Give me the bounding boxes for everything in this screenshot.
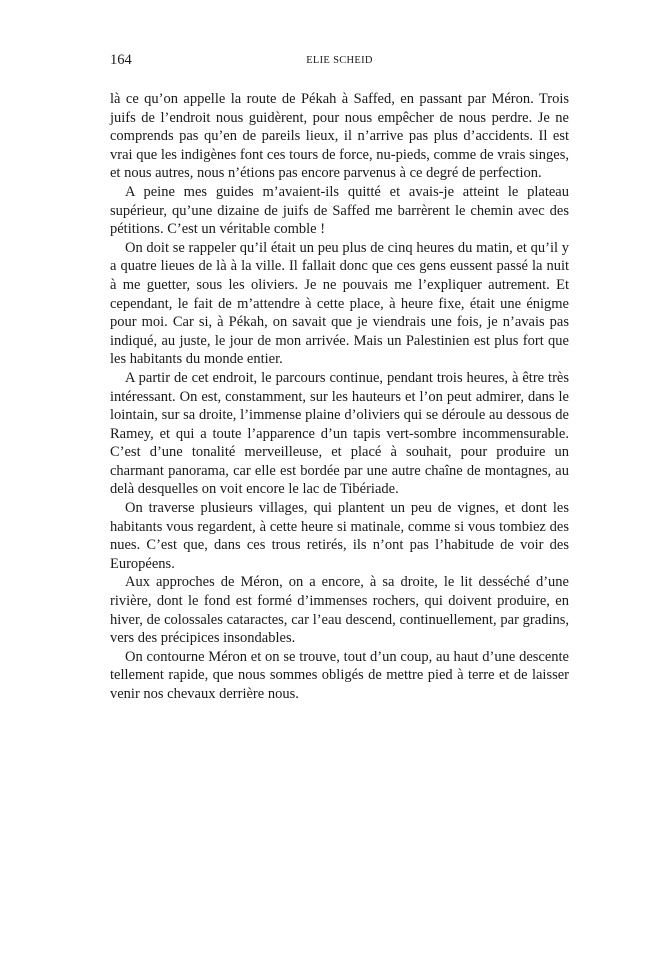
running-header xyxy=(110,52,569,74)
running-head-author: ELIE SCHEID xyxy=(306,55,373,66)
paragraph: On contourne Méron et on se trouve, tout d’un coup, au haut d’une descente tellement rapide, que nous sommes obligés de mettre pied à terre et de laisser venir nos chevaux derrière nous. xyxy=(110,648,569,702)
paragraph: A partir de cet endroit, le parcours continue, pendant trois heures, à être très intéressant. On est, constamment, sur les hauteurs et l’on peut admirer, dans le lointain, sur sa droite, l’immense plaine d’oliviers qui se déroule au dessous de Ramey, et qui a toute l’apparence d’un tapis vert-sombre incommensurable. C’est d’une tonalité merveilleuse, et placé à souhait, pour produire un charmant panorama, car elle est bordée par une autre chaîne de montagnes, au delà desquelles on voit encore le lac de Tibériade. xyxy=(110,369,569,498)
paragraph: On doit se rappeler qu’il était un peu plus de cinq heures du matin, et qu’il y a quatre lieues de là à la ville. Il fallait donc que ces gens eussent passé la nuit à me guetter, sous les oliviers. Je ne pouvais me l’expliquer autrement. Et cependant, le fait de m’attendre à cette place, à heure fixe, était une énigme pour moi. Car si, à Pékah, on savait que je viendrais une fois, je n’avais pas indiqué, au juste, le jour de mon arrivée. Mais un Palestinien est plus fort que les habitants du monde entier. xyxy=(110,239,569,368)
body-text xyxy=(110,90,569,704)
book-page xyxy=(110,52,569,704)
paragraph: A peine mes guides m’avaient-ils quitté et avais-je atteint le plateau supérieur, qu’une dizaine de juifs de Saffed me barrèrent le chemin avec des pétitions. C’est un véritable comble ! xyxy=(110,183,569,238)
paragraph: Aux approches de Méron, on a encore, à sa droite, le lit desséché d’une rivière, dont le fond est formé d’immenses rochers, qui doivent produire, en hiver, de colossales cataractes, car l’eau descend, continuellement, par gradins, vers des précipices insondables. xyxy=(110,574,569,647)
paragraph: On traverse plusieurs villages, qui plantent un peu de vignes, et dont les habitants vous regardent, à cette heure si matinale, comme si vous tombiez des nues. C’est que, dans ces trous retirés, ils n’ont pas l’habitude de voir des Européens. xyxy=(110,500,569,572)
page-number: 164 xyxy=(110,52,132,68)
paragraph: là ce qu’on appelle la route de Pékah à Saffed, en passant par Méron. Trois juifs de l’endroit nous guidèrent, pour nous empêcher de nous perdre. Je ne comprends pas qu’en de pareils lieux, il n’arrive pas plus d’accidents. Il est vrai que les indigènes font ces tours de force, nu-pieds, comme de vrais singes, et nous autres, nous n’étions pas encore parvenus à ce degré de perfection. xyxy=(110,91,569,182)
